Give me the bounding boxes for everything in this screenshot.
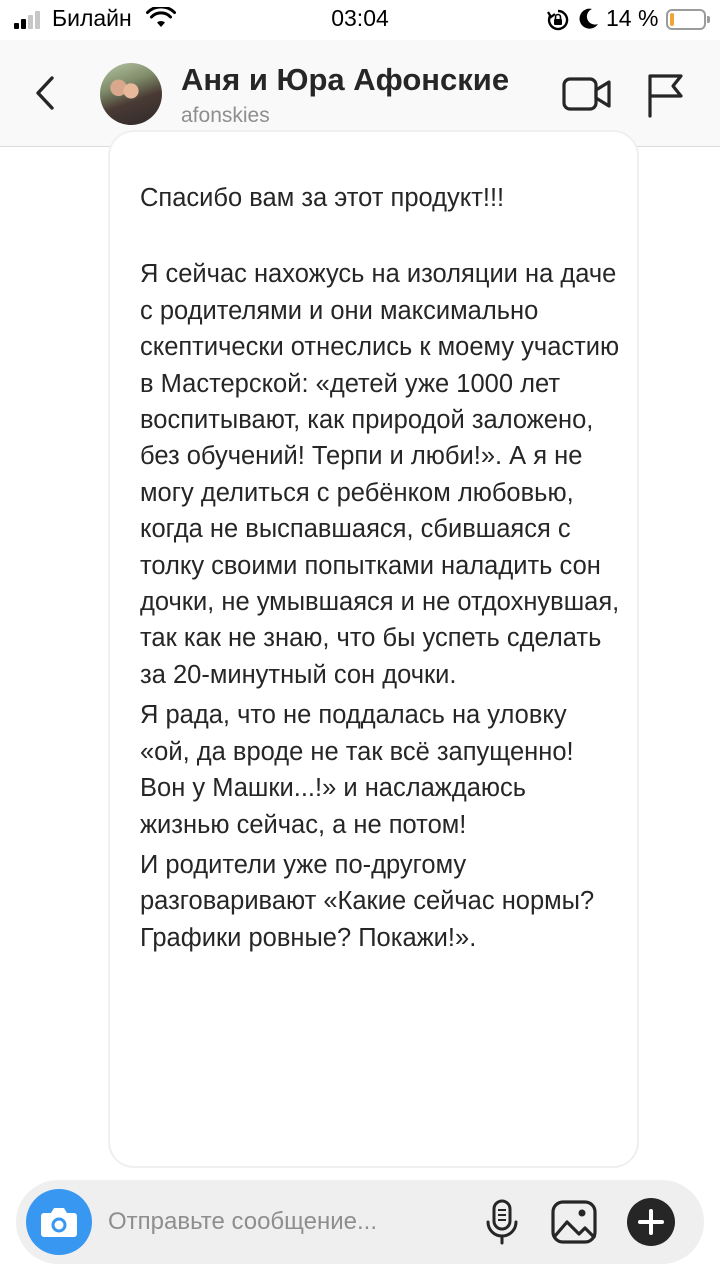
- plus-icon: [627, 1198, 675, 1246]
- back-chevron-icon[interactable]: [24, 66, 68, 120]
- message-composer[interactable]: [16, 1180, 704, 1264]
- status-time: 03:04: [331, 5, 389, 31]
- camera-button[interactable]: [26, 1189, 92, 1255]
- camera-icon: [26, 1189, 92, 1255]
- message-bubble[interactable]: [108, 130, 639, 1168]
- status-bar: [0, 0, 720, 40]
- carrier-name: Билайн: [52, 5, 132, 31]
- message-paragraph: И родители уже по-другому разговаривают «Какие сейчас нормы? Графики ровные? Покажи!».: [140, 850, 595, 952]
- chat-handle[interactable]: afonskies: [181, 104, 270, 127]
- battery-percent: 14 %: [606, 5, 659, 31]
- flag-icon[interactable]: [645, 72, 687, 118]
- battery-icon: [666, 9, 706, 30]
- message-text: [140, 180, 620, 956]
- message-paragraph: Спасибо вам за этот продукт!!!: [140, 184, 505, 212]
- battery-level: [670, 13, 674, 26]
- chat-title[interactable]: Аня и Юра Афонские: [181, 62, 510, 97]
- rotation-lock-icon: [547, 9, 569, 31]
- message-paragraph: Я рада, что не поддалась на уловку «ой, да вроде не так всё запущенно! Вон у Машки...!» и наслаждаюсь жизнью сейчас, а не потом!: [140, 701, 574, 839]
- message-paragraph: Я сейчас нахожусь на изоляции на даче с родителями и они максимально скептически отнеслись к моему участию в Мастерской: «детей уже 1000 лет воспитывают, как природой заложено, без обучений! Терпи и люби!». А я не могу делиться с ребёнком любовью, когда не выспавшаяся, сбившаяся с толку своими попытками наладить сон дочки, не умывшаяся и не отдохнувшая, так как не знаю, что бы успеть сделать за 20-минутный сон дочки.: [140, 260, 620, 689]
- avatar[interactable]: [100, 63, 162, 125]
- moon-icon: [579, 8, 599, 30]
- message-input[interactable]: Отправьте сообщение...: [108, 1208, 378, 1235]
- video-call-icon[interactable]: [561, 74, 613, 114]
- gallery-icon[interactable]: [549, 1198, 599, 1246]
- add-button[interactable]: [627, 1198, 675, 1246]
- microphone-icon[interactable]: [482, 1198, 522, 1246]
